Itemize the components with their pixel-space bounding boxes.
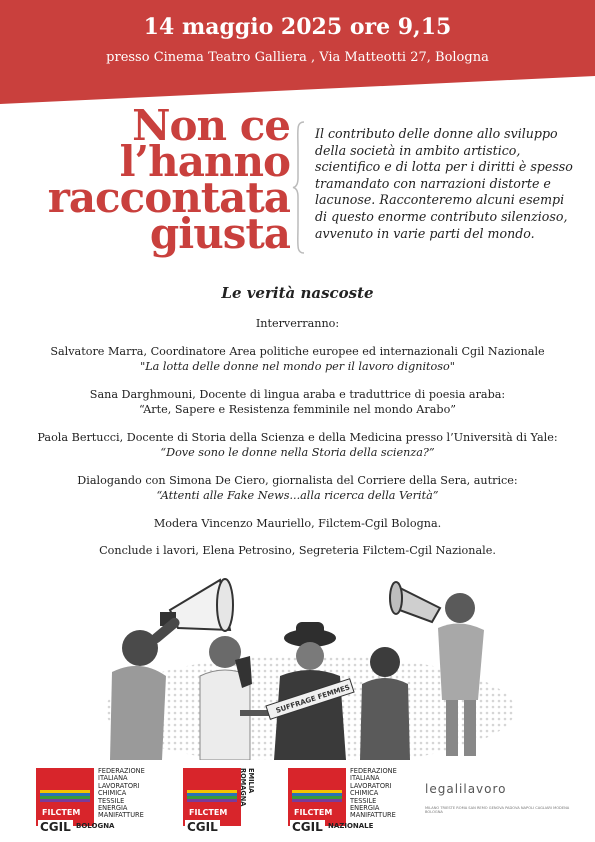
speaker-block — [20, 473, 575, 504]
moderator: Modera Vincenzo Mauriello, Filctem-Cgil Bologna. — [153, 516, 442, 530]
bologna-label: BOLOGNA — [76, 822, 115, 830]
program-intro: Interverranno: — [255, 317, 340, 330]
cgil-label: CGIL — [40, 820, 71, 834]
megaphone-icon — [390, 582, 440, 622]
program — [20, 316, 575, 571]
speaker-name: Salvatore Marra, Coordinatore Area politiche europee ed internazionali Cgil Nazionale — [50, 344, 545, 358]
cgil-label: CGIL — [187, 820, 218, 834]
logo-filctem-nazionale — [288, 767, 408, 834]
filctem-mark-icon — [36, 768, 94, 826]
speaker-name: Dialogando con Simona De Ciero, giornalista del Corriere della Sera, autrice: — [77, 473, 518, 487]
subtitle: Le verità nascoste — [221, 284, 374, 302]
logos-footer — [0, 760, 595, 842]
speaker-talk: “Arte, Sapere e Resistenza femminile nel mondo Arabo” — [138, 403, 457, 416]
speaker-talk: “Attenti alle Fake News...alla ricerca della Verità” — [156, 489, 439, 502]
speaker-block — [20, 387, 575, 418]
speaker-block — [20, 344, 575, 375]
speaker-talk: "La lotta delle donne nel mondo per il lavoro dignitoso" — [140, 360, 455, 373]
filctem-label: FILCTEM — [42, 808, 81, 817]
brace-divider — [292, 120, 306, 255]
speaker-block — [20, 430, 575, 461]
header-banner — [0, 0, 595, 104]
filctem-mark-icon — [183, 768, 241, 826]
filctem-label: FILCTEM — [189, 808, 228, 817]
cgil-label: CGIL — [292, 820, 323, 834]
closing: Conclude i lavori, Elena Petrosino, Segreteria Filctem-Cgil Nazionale. — [99, 544, 496, 557]
women-collage-illustration — [100, 560, 520, 760]
intro-paragraph: Il contributo delle donne allo sviluppo della società in ambito artistico, scientifico e di lotta per i diritti è spesso tramandato con narrazioni distorte e lacunose. Racconteremo alcuni esempi di questo enorme contributo silenzioso, avvenuto in varie parti del mondo. — [315, 126, 573, 241]
event-venue: presso Cinema Teatro Galliera , Via Matteotti 27, Bologna — [106, 50, 489, 65]
filctem-label: FILCTEM — [294, 808, 333, 817]
emilia-romagna-label: EMILIA ROMAGNA — [239, 768, 255, 807]
banner-text: SUFFRAGE FEMMES — [274, 683, 351, 715]
logo-filctem-bologna — [36, 767, 156, 834]
event-date: 14 maggio 2025 ore 9,15 — [143, 14, 452, 40]
filctem-mark-icon — [288, 768, 346, 826]
title-line-3: raccontata — [47, 173, 290, 222]
title-line-1: Non ce — [132, 101, 290, 150]
nazionale-label: NAZIONALE — [328, 822, 374, 830]
suffragette-figure — [266, 622, 354, 760]
federation-text: FEDERAZIONE ITALIANA LAVORATORI CHIMICA TESSILE ENERGIA MANIFATTURE — [350, 767, 397, 820]
speaker-talk: “Dove sono le donne nella Storia della scienza?” — [160, 446, 435, 459]
logo-filctem-emilia-romagna — [183, 768, 263, 834]
title-line-2: l’hanno — [119, 137, 290, 186]
legalilavoro-logo: legalilavoro — [425, 782, 507, 796]
speaker-name: Sana Darghmouni, Docente di lingua araba e traduttrice di poesia araba: — [89, 387, 506, 401]
speaker-name: Paola Bertucci, Docente di Storia della Scienza e della Medicina presso l’Università di Yale: — [37, 430, 558, 444]
federation-text: FEDERAZIONE ITALIANA LAVORATORI CHIMICA TESSILE ENERGIA MANIFATTURE — [98, 767, 145, 820]
title-line-4: giusta — [149, 209, 290, 258]
event-title — [28, 101, 290, 258]
legalilavoro-cities: MILANO TRIESTE ROMA SAN REMO GENOVA PADOVA NAPOLI CAGLIARI MODENA BOLOGNA — [425, 806, 570, 814]
